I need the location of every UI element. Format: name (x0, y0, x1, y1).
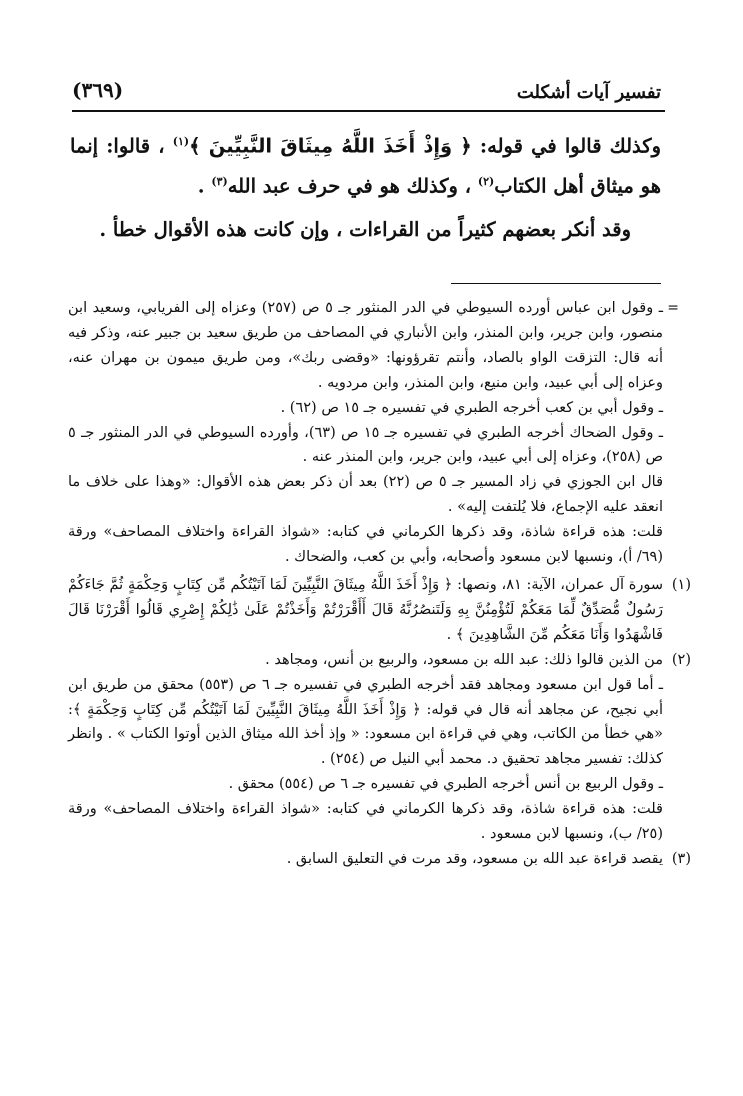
footnote-ref-2: (٢) (477, 174, 495, 188)
footnote-paragraph: قال ابن الجوزي في زاد المسير جـ ٥ ص (٢٢) بعد أن ذكر بعض هذه الأقوال: «وهذا على خلاف ما انعقد عليه الإجماع، فلا يُلتفت إليه» . (68, 474, 663, 516)
footnote-3 (68, 847, 691, 872)
footnote-continuation (68, 296, 663, 570)
footnote-number: (٣) (671, 850, 691, 867)
footnote-paragraph: سورة آل عمران، الآية: ٨١، ونصها: ﴿ وَإِذْ أَخَذَ اللَّهُ مِيثَاقَ النَّبِيِّينَ لَمَا آتَيْتُكُم مِّن كِتَابٍ وَحِكْمَةٍ ثُمَّ جَاءَكُمْ رَسُولٌ مُّصَدِّقٌ لِّمَا مَعَكُمْ لَتُؤْمِنُنَّ بِهِ وَلَتَنصُرُنَّهُ قَالَ أَأَقْرَرْتُمْ وَأَخَذْتُمْ عَلَىٰ ذَٰلِكُمْ إِصْرِي قَالُوا أَقْرَرْنَا قَالَ فَاشْهَدُوا وَأَنَا مَعَكُم مِّنَ الشَّاهِدِينَ ﴾ . (68, 576, 664, 643)
page-number: (٣٦٩) (72, 78, 124, 102)
footnote-paragraph: من الذين قالوا ذلك: عبد الله بن مسعود، والربيع بن أنس، ومجاهد . (265, 651, 663, 668)
main-text (70, 124, 661, 247)
footnote-paragraph: قلت: هذه قراءة شاذة، وقد ذكرها الكرماني في كتابه: «شواذ القراءة واختلاف المصاحف» ورقة (٦٩/ أ)، ونسبها لابن مسعود وأصحابه، وأبي بن كعب، والضحاك . (68, 524, 663, 566)
footnote-number: (٢) (671, 651, 691, 668)
footnote-paragraph: ـ وقول الضحاك أخرجه الطبري في تفسيره جـ ١٥ ص (٦٣)، وأورده السيوطي في الدر المنثور جـ ٥ ص (٢٥٨)، وعزاه إلى أبي عبيد، وابن جرير، وابن المنذر عنه . (68, 424, 663, 466)
footnote-paragraph: ـ وقول الربيع بن أنس أخرجه الطبري في تفسيره جـ ٦ ص (٥٥٤) محقق . (228, 776, 663, 793)
footnote-paragraph: ـ وقول ابن عباس أورده السيوطي في الدر المنثور جـ ٥ ص (٢٥٧) وعزاه إلى الفريابي، وسعيد ابن منصور، وابن جرير، وابن المنذر، وابن الأنباري في المصاحف من طريق سعيد بن جبير عنه، وذكر فيه أنه قال: التزقت الواو بالصاد، وأنتم تقرؤونها: «وقضى ربك»، ومن طريق ميمون بن مهران عنه، وعزاه إلى أبي عبيد، وابن منيع، وابن المنذر، وابن مردويه . (68, 300, 663, 391)
main-paragraph-1: وكذلك قالوا في قوله: ﴿ وَإِذْ أَخَذَ اللَّهُ مِيثَاقَ النَّبِيِّينَ ﴾$^{(١)}$ ، قالوا: إنما هو ميثاق أهل الكتاب$^{(٢)}$ ، وكذلك هو في حرف عبد الله$^{(٣)}$ . (70, 134, 661, 197)
footnote-2 (68, 648, 691, 847)
header-rule (72, 110, 665, 112)
main-paragraph-2: وقد أنكر بعضهم كثيراً من القراءات ، وإن كانت هذه الأقوال خطأ . (99, 218, 631, 241)
footnote-paragraph: يقصد قراءة عبد الله بن مسعود، وقد مرت في التعليق السابق . (286, 850, 663, 867)
continuation-mark: = (667, 300, 679, 316)
quran-verse: ﴿ وَإِذْ أَخَذَ اللَّهُ مِيثَاقَ النَّبِيِّينَ ﴾ (189, 134, 472, 158)
footnote-separator (451, 283, 661, 284)
footnote-ref-1: (١) (172, 135, 190, 148)
footnotes (68, 296, 691, 872)
footnote-1 (68, 573, 691, 648)
footnote-paragraph: ـ وقول أبي بن كعب أخرجه الطبري في تفسيره جـ ١٥ ص (٦٢) . (280, 399, 663, 416)
page-header (72, 78, 661, 108)
footnote-number: (١) (671, 576, 691, 593)
footnote-paragraph: ـ أما قول ابن مسعود ومجاهد فقد أخرجه الطبري في تفسيره جـ ٦ ص (٥٥٣) محقق من طريق ابن أبي نجيح، عن مجاهد أنه قال في قوله: ﴿ وَإِذْ أَخَذَ اللَّهُ مِيثَاقَ النَّبِيِّينَ لَمَا آتَيْتُكُم مِّن كِتَابٍ وَحِكْمَةٍ ﴾: «هي خطأ من الكاتب، وهي في قراءة ابن مسعود: « وإذ أخذ الله ميثاق الذين أوتوا الكتاب » . وانظر كذلك: تفسير مجاهد تحقيق د. محمد أبي النيل ص (٢٥٤) . (68, 676, 664, 768)
footnote-paragraph: قلت: هذه قراءة شاذة، وقد ذكرها الكرماني في كتابه: «شواذ القراءة واختلاف المصاحف» ورقة (٢٥/ ب)، ونسبها لابن مسعود . (68, 801, 663, 843)
running-title: تفسير آيات أشكلت (516, 82, 661, 103)
footnote-ref-3: (٣) (211, 174, 228, 188)
